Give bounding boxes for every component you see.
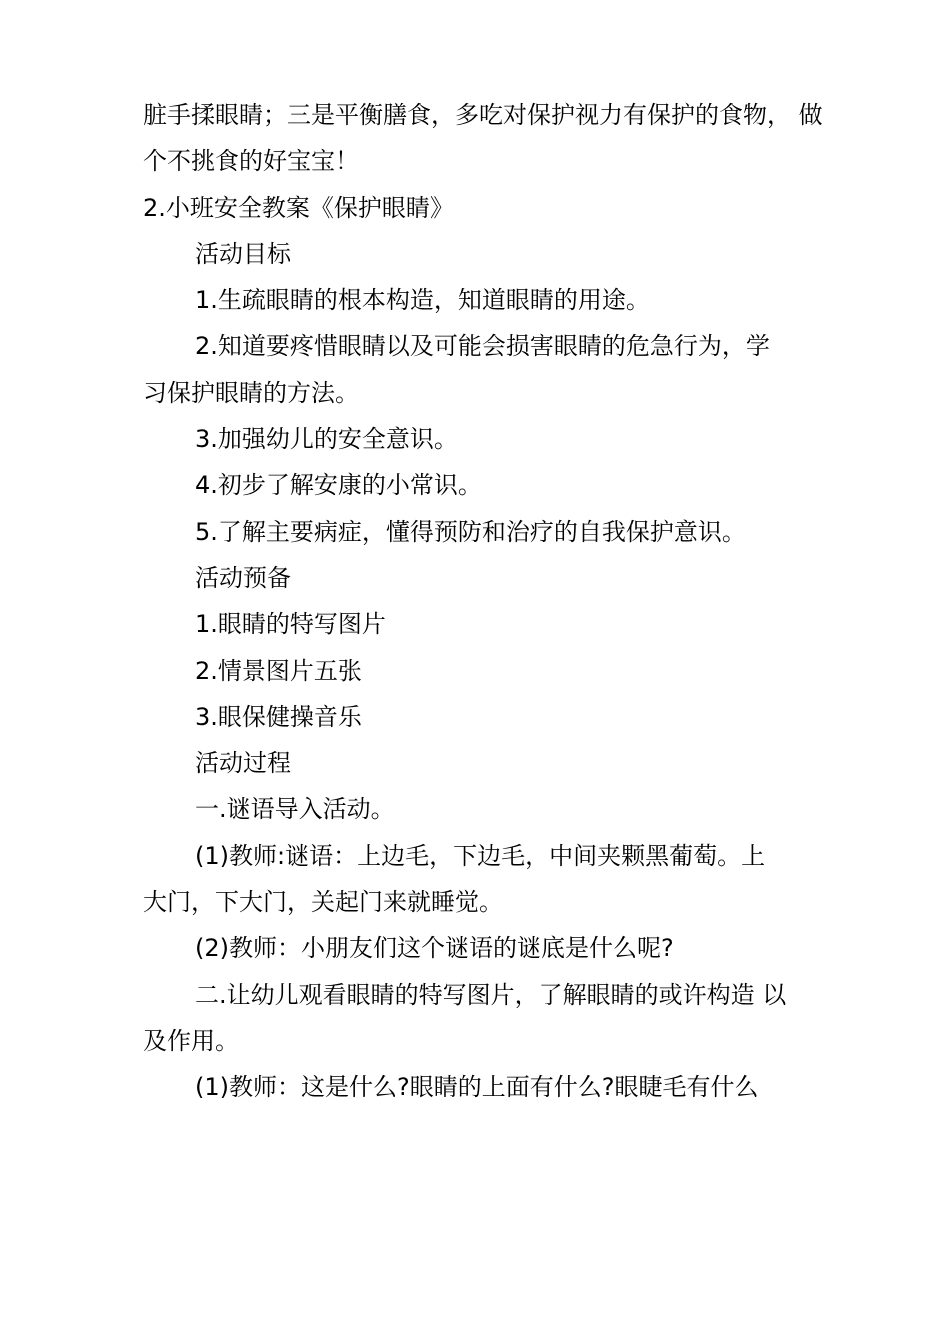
- list-item: (1)教师:谜语：上边毛，下边毛，中间夹颗黑葡萄。上: [195, 841, 766, 870]
- subsection-heading: 活动目标: [195, 239, 291, 268]
- text-line: 大门，下大门，关起门来就睡觉。: [143, 888, 503, 917]
- subsection-heading: 活动预备: [195, 563, 291, 592]
- text-line: 个不挑食的好宝宝！: [143, 147, 359, 176]
- document-body: [143, 92, 823, 1111]
- list-item: (1)教师：这是什么?眼睛的上面有什么?眼睫毛有什么: [195, 1073, 759, 1102]
- text-line: 脏手揉眼睛；三是平衡膳食，多吃对保护视力有保护的食物， 做: [143, 101, 823, 129]
- list-item: 1.眼睛的特写图片: [195, 610, 386, 639]
- text-line: 习保护眼睛的方法。: [143, 378, 359, 407]
- list-item: 3.加强幼儿的安全意识。: [195, 425, 458, 454]
- list-item: 1.生疏眼睛的根本构造，知道眼睛的用途。: [195, 286, 650, 315]
- list-item: 2.知道要疼惜眼睛以及可能会损害眼睛的危急行为，学: [195, 332, 770, 361]
- list-item: 2.情景图片五张: [195, 656, 362, 685]
- step-heading: 二.让幼儿观看眼睛的特写图片，了解眼睛的或许构造 以: [195, 980, 787, 1009]
- subsection-heading: 活动过程: [195, 749, 291, 778]
- text-line: 及作用。: [143, 1026, 239, 1055]
- step-heading: 一.谜语导入活动。: [195, 795, 395, 824]
- list-item: (2)教师：小朋友们这个谜语的谜底是什么呢?: [195, 934, 674, 963]
- list-item: 5.了解主要病症，懂得预防和治疗的自我保护意识。: [195, 517, 746, 546]
- list-item: 3.眼保健操音乐: [195, 702, 362, 731]
- list-item: 4.初步了解安康的小常识。: [195, 471, 482, 500]
- section-heading: 2.小班安全教案《保护眼睛》: [143, 193, 454, 222]
